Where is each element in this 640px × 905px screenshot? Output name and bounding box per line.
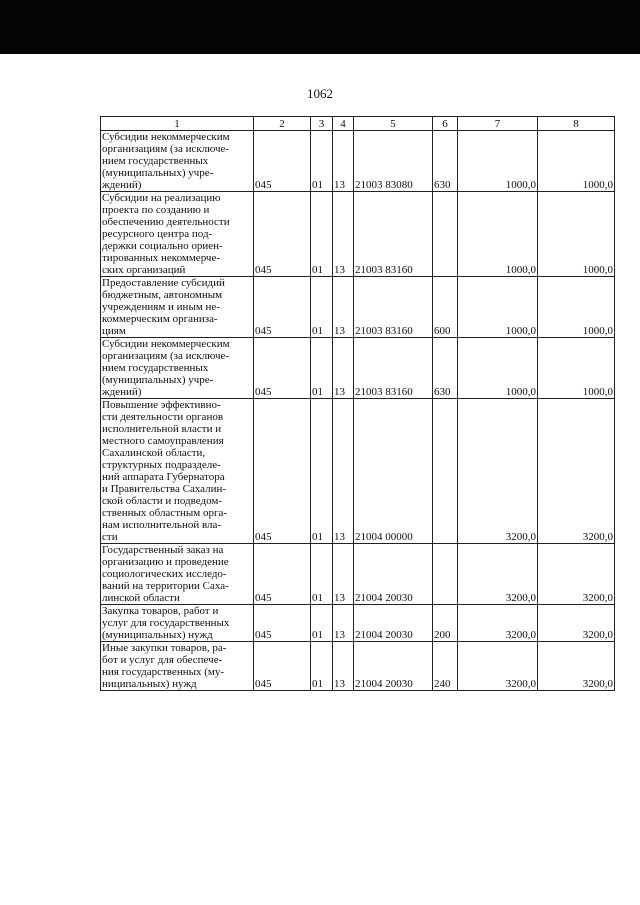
cell-ministry: 045 — [254, 544, 311, 605]
table-header-row — [101, 117, 615, 131]
cell-expense-type — [433, 192, 458, 277]
column-header: 1 — [101, 117, 254, 131]
cell-ministry: 045 — [254, 338, 311, 399]
column-header: 6 — [433, 117, 458, 131]
cell-amount-7: 1000,0 — [458, 277, 538, 338]
page-number: 1062 — [307, 86, 333, 101]
cell-ministry: 045 — [254, 192, 311, 277]
row-name: Субсидии некоммерческим организациям (за исключе- нием государственных (муниципальных) учре- ждений) — [101, 338, 254, 399]
table-row — [101, 399, 615, 544]
row-name: Субсидии на реализацию проекта по созданию и обеспечению деятельности ресурсного центра под- держки социально ориен- тированных некоммерче- ских организаций — [101, 192, 254, 277]
cell-section: 01 — [311, 605, 333, 642]
column-header: 3 — [311, 117, 333, 131]
cell-amount-7: 1000,0 — [458, 131, 538, 192]
cell-ministry: 045 — [254, 131, 311, 192]
row-name: Предоставление субсидий бюджетным, автономным учреждениям и иным не- коммерческим организа- циям — [101, 277, 254, 338]
table-row — [101, 544, 615, 605]
cell-expense-type: 630 — [433, 131, 458, 192]
cell-expense-type: 600 — [433, 277, 458, 338]
cell-subsection: 13 — [333, 277, 354, 338]
cell-ministry: 045 — [254, 642, 311, 691]
table-row — [101, 338, 615, 399]
cell-subsection: 13 — [333, 131, 354, 192]
cell-expense-type: 200 — [433, 605, 458, 642]
cell-amount-8: 3200,0 — [538, 544, 615, 605]
cell-target-article: 21004 00000 — [354, 399, 433, 544]
table-row — [101, 642, 615, 691]
table-row — [101, 605, 615, 642]
cell-expense-type — [433, 544, 458, 605]
cell-amount-8: 3200,0 — [538, 642, 615, 691]
column-header: 7 — [458, 117, 538, 131]
column-header: 8 — [538, 117, 615, 131]
scan-top-band — [0, 0, 640, 54]
cell-target-article: 21003 83160 — [354, 277, 433, 338]
cell-section: 01 — [311, 338, 333, 399]
cell-section: 01 — [311, 642, 333, 691]
cell-subsection: 13 — [333, 642, 354, 691]
cell-amount-8: 1000,0 — [538, 131, 615, 192]
cell-amount-8: 1000,0 — [538, 277, 615, 338]
cell-amount-7: 1000,0 — [458, 338, 538, 399]
row-name: Субсидии некоммерческим организациям (за исключе- нием государственных (муниципальных) учре- ждений) — [101, 131, 254, 192]
cell-section: 01 — [311, 192, 333, 277]
cell-section: 01 — [311, 131, 333, 192]
cell-amount-7: 3200,0 — [458, 642, 538, 691]
column-header: 2 — [254, 117, 311, 131]
cell-ministry: 045 — [254, 277, 311, 338]
table-row — [101, 192, 615, 277]
cell-amount-7: 1000,0 — [458, 192, 538, 277]
cell-subsection: 13 — [333, 605, 354, 642]
cell-amount-8: 1000,0 — [538, 192, 615, 277]
cell-subsection: 13 — [333, 544, 354, 605]
row-name: Повышение эффективно- сти деятельности органов исполнительной власти и местного самоуправления Сахалинской области, структурных подразделе- ний аппарата Губернатора и Правительства Сахалин- ской области и подведом- ственных областным орга- нам исполнительной вла- сти — [101, 399, 254, 544]
cell-amount-7: 3200,0 — [458, 544, 538, 605]
cell-section: 01 — [311, 399, 333, 544]
cell-ministry: 045 — [254, 605, 311, 642]
column-header: 5 — [354, 117, 433, 131]
column-header: 4 — [333, 117, 354, 131]
cell-amount-7: 3200,0 — [458, 605, 538, 642]
cell-section: 01 — [311, 277, 333, 338]
cell-expense-type — [433, 399, 458, 544]
cell-amount-8: 3200,0 — [538, 399, 615, 544]
cell-expense-type: 630 — [433, 338, 458, 399]
cell-target-article: 21004 20030 — [354, 544, 433, 605]
cell-expense-type: 240 — [433, 642, 458, 691]
cell-target-article: 21003 83160 — [354, 192, 433, 277]
cell-target-article: 21004 20030 — [354, 642, 433, 691]
cell-amount-7: 3200,0 — [458, 399, 538, 544]
cell-target-article: 21003 83160 — [354, 338, 433, 399]
cell-section: 01 — [311, 544, 333, 605]
cell-ministry: 045 — [254, 399, 311, 544]
cell-subsection: 13 — [333, 338, 354, 399]
budget-table — [100, 116, 615, 691]
row-name: Государственный заказ на организацию и проведение социологических исследо- ваний на территории Саха- линской области — [101, 544, 254, 605]
cell-subsection: 13 — [333, 192, 354, 277]
cell-target-article: 21004 20030 — [354, 605, 433, 642]
cell-amount-8: 1000,0 — [538, 338, 615, 399]
cell-amount-8: 3200,0 — [538, 605, 615, 642]
table-row — [101, 277, 615, 338]
table-row — [101, 131, 615, 192]
row-name: Закупка товаров, работ и услуг для государственных (муниципальных) нужд — [101, 605, 254, 642]
cell-target-article: 21003 83080 — [354, 131, 433, 192]
row-name: Иные закупки товаров, ра- бот и услуг для обеспече- ния государственных (му- ниципальных) нужд — [101, 642, 254, 691]
cell-subsection: 13 — [333, 399, 354, 544]
